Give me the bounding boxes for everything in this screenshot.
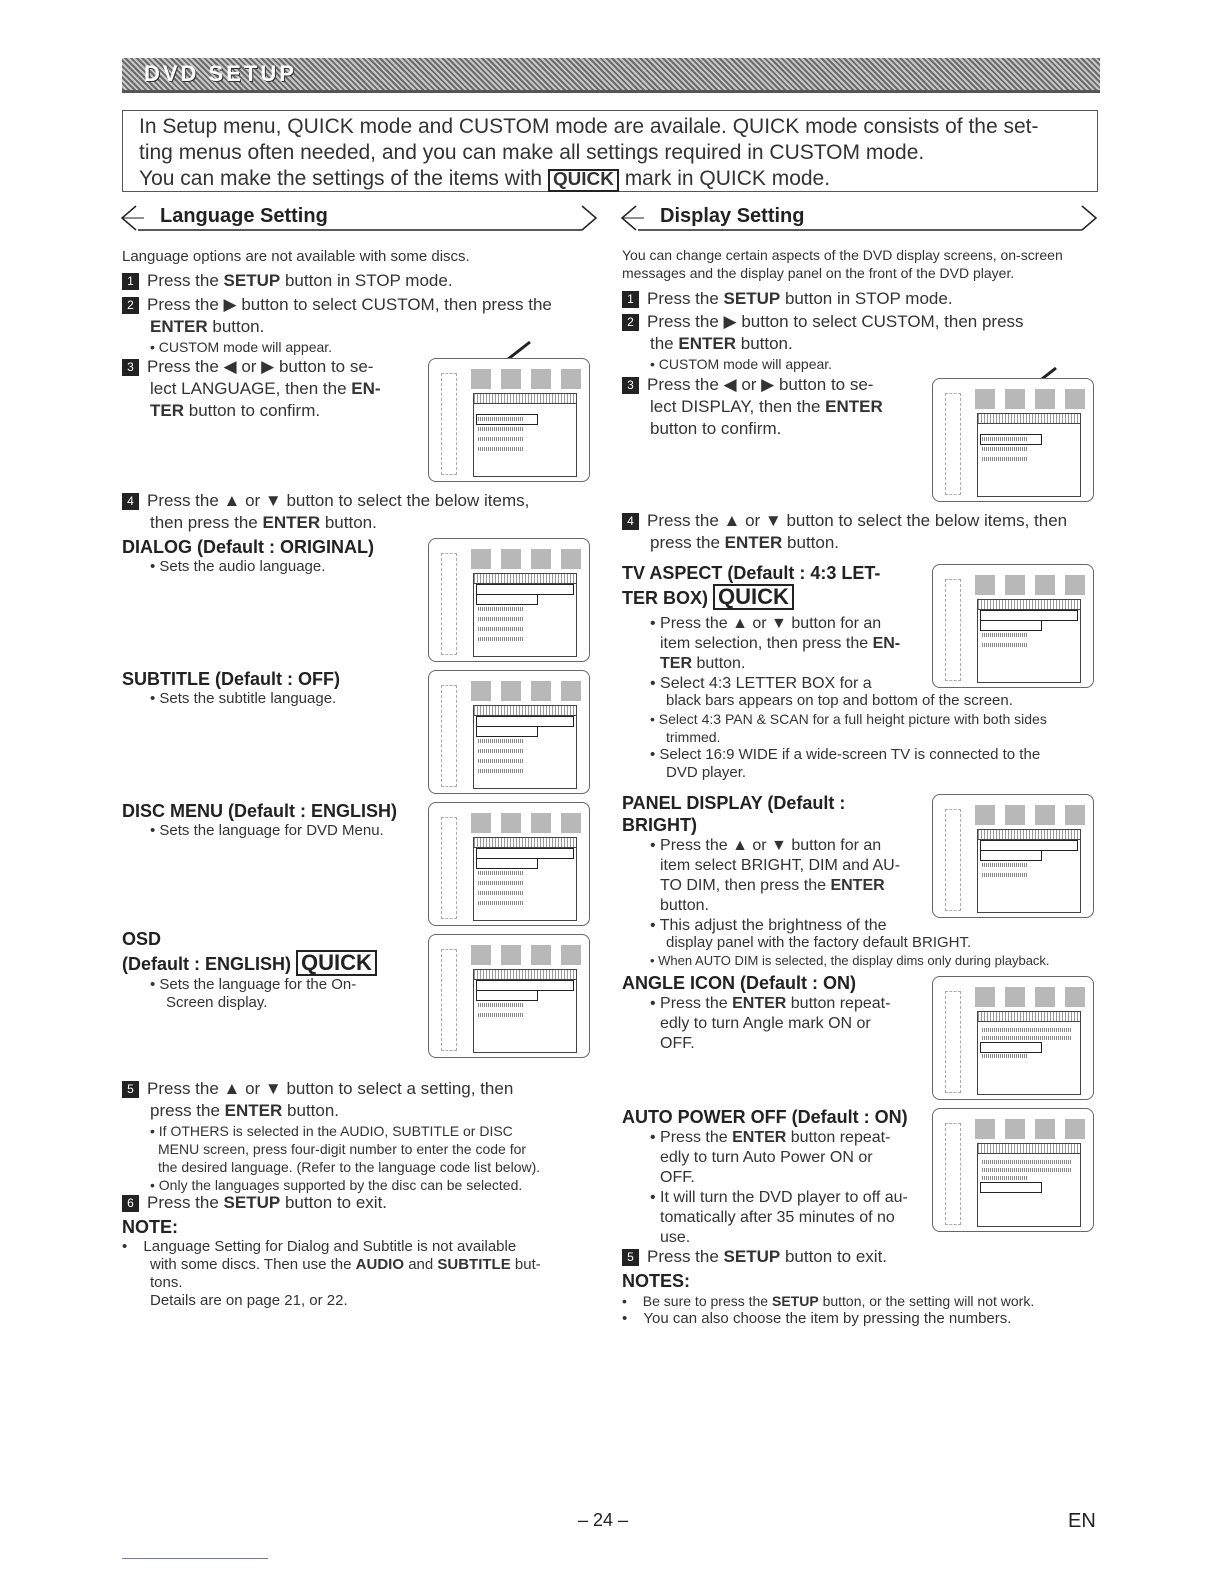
step-number: 2 bbox=[622, 314, 639, 331]
note-text: Be sure to press the bbox=[642, 1293, 769, 1309]
item-key: ENTER bbox=[732, 995, 787, 1012]
quick-badge: QUICK bbox=[296, 950, 377, 976]
item-text: edly to turn Auto Power ON or bbox=[660, 1149, 873, 1166]
note-text: You can also choose the item by pressing the numbers. bbox=[643, 1310, 1012, 1327]
item-text: OFF. bbox=[660, 1035, 695, 1052]
tv-aspect-item bbox=[622, 562, 932, 694]
step-text: Press the ▲ or ▼ button to select a setting, then bbox=[147, 1079, 514, 1098]
screen-dialog bbox=[428, 538, 590, 662]
item-text: button repeat- bbox=[790, 995, 891, 1012]
osd-item bbox=[122, 928, 422, 1012]
remote-icon bbox=[945, 1123, 961, 1225]
disc-menu-item bbox=[122, 800, 442, 840]
language-step-5 bbox=[122, 1078, 602, 1194]
note-key: SETUP bbox=[771, 1293, 819, 1309]
step-text: the bbox=[650, 334, 674, 353]
step-number: 3 bbox=[122, 359, 139, 376]
step-text: button. bbox=[740, 334, 793, 353]
step-text: button. bbox=[212, 317, 265, 336]
menu-icons bbox=[975, 575, 1087, 595]
remote-icon bbox=[945, 579, 961, 681]
language-code: EN bbox=[1068, 1510, 1096, 1532]
item-text: • Sets the audio language. bbox=[150, 558, 326, 575]
step-text: button in STOP mode. bbox=[784, 289, 953, 308]
remote-icon bbox=[441, 949, 457, 1051]
step-key: ENTER bbox=[224, 1101, 283, 1120]
step-text: press the bbox=[650, 533, 720, 552]
menu-icons bbox=[975, 987, 1087, 1007]
step-text: button. bbox=[287, 1101, 340, 1120]
screen-panel-display bbox=[932, 794, 1094, 918]
remote-icon bbox=[441, 817, 457, 919]
display-step-1 bbox=[622, 288, 1102, 310]
step-number: 6 bbox=[122, 1195, 139, 1212]
step-key: TER bbox=[150, 401, 184, 420]
step-text: button to exit. bbox=[784, 1247, 888, 1266]
section-title: Language Setting bbox=[160, 205, 328, 227]
item-text: button repeat- bbox=[790, 1129, 891, 1146]
screen-disc-menu bbox=[428, 802, 590, 926]
item-heading: (Default : ENGLISH) bbox=[122, 954, 291, 974]
step-number: 4 bbox=[122, 493, 139, 510]
intro-line: ting menus often needed, and you can make all settings required in CUSTOM mode. bbox=[139, 141, 925, 164]
note-heading: NOTE: bbox=[122, 1217, 178, 1237]
note-text: messages and the display panel on the front of the DVD player. bbox=[622, 265, 1015, 281]
display-section-header bbox=[620, 202, 1100, 232]
item-text: TO DIM, then press the bbox=[660, 877, 826, 894]
language-note-block: NOTE: • Language Setting for Dialog and Subtitle is not available with some discs. Then use the AUDIO and SUBTITLE but- tons. Details are on page 21, or 22. bbox=[122, 1216, 602, 1310]
item-text: DVD player. bbox=[666, 764, 747, 781]
step-key: SETUP bbox=[223, 1193, 281, 1212]
item-text: button. bbox=[696, 655, 746, 672]
panel-display-notes bbox=[622, 934, 1102, 970]
remote-icon bbox=[441, 373, 457, 475]
screen-language-menu bbox=[428, 358, 590, 482]
item-text: display panel with the factory default BRIGHT. bbox=[666, 934, 972, 951]
step-text: Press the bbox=[147, 271, 219, 290]
item-text: • Press the bbox=[650, 1129, 728, 1146]
panel-display-item bbox=[622, 792, 932, 936]
item-text: • Press the ▲ or ▼ button for an bbox=[650, 615, 882, 632]
step-text: Press the bbox=[647, 1247, 719, 1266]
remote-icon bbox=[441, 553, 457, 655]
language-step-3 bbox=[122, 356, 422, 422]
remote-icon bbox=[441, 685, 457, 787]
step-key: ENTER bbox=[678, 334, 736, 353]
step-subnote: the desired language. (Refer to the language code list below). bbox=[158, 1159, 541, 1175]
display-step-5 bbox=[622, 1246, 1102, 1268]
intro-line bbox=[139, 166, 1097, 192]
note-text: You can change certain aspects of the DVD display screens, on-screen bbox=[622, 247, 1063, 263]
page-title: DVD SETUP bbox=[144, 61, 297, 86]
step-text: Press the ◀ or ▶ button to se- bbox=[647, 375, 874, 394]
step-text: Press the ▲ or ▼ button to select the below items, then bbox=[647, 511, 1068, 530]
menu-icons bbox=[471, 549, 583, 569]
intro-box bbox=[122, 110, 1098, 192]
item-text: • Sets the language for the On- bbox=[150, 976, 357, 993]
language-step-4 bbox=[122, 490, 602, 534]
step-subnote: MENU screen, press four-digit number to enter the code for bbox=[158, 1141, 527, 1157]
item-text: black bars appears on top and bottom of the screen. bbox=[666, 692, 1013, 709]
menu-icons bbox=[471, 369, 583, 389]
step-subnote: • CUSTOM mode will appear. bbox=[150, 339, 333, 355]
item-text: • When AUTO DIM is selected, the display dims only during playback. bbox=[650, 953, 1050, 968]
item-text: use. bbox=[660, 1229, 691, 1246]
step-number: 3 bbox=[622, 377, 639, 394]
step-number: 2 bbox=[122, 297, 139, 314]
remote-icon bbox=[945, 809, 961, 911]
step-text: button. bbox=[787, 533, 840, 552]
page-number: – 24 – bbox=[578, 1510, 629, 1530]
menu-icons bbox=[975, 1119, 1087, 1139]
step-key: SETUP bbox=[723, 1247, 781, 1266]
item-heading: ANGLE ICON (Default : ON) bbox=[622, 973, 856, 993]
menu-icons bbox=[471, 813, 583, 833]
quick-badge: QUICK bbox=[713, 584, 794, 610]
display-step-4 bbox=[622, 510, 1102, 554]
item-text: edly to turn Angle mark ON or bbox=[660, 1015, 871, 1032]
header-band bbox=[122, 58, 1100, 93]
step-key: EN- bbox=[351, 379, 381, 398]
item-heading: DIALOG (Default : ORIGINAL) bbox=[122, 537, 374, 557]
note-heading: NOTES: bbox=[622, 1271, 691, 1291]
intro-text: mark in QUICK mode. bbox=[624, 167, 831, 190]
step-key: SETUP bbox=[723, 289, 781, 308]
item-heading: TER BOX) bbox=[622, 588, 709, 608]
step-text: button to confirm. bbox=[188, 401, 321, 420]
display-step-3 bbox=[622, 374, 922, 440]
language-note: Language options are not available with some discs. bbox=[122, 248, 470, 265]
note-text: but- bbox=[514, 1256, 541, 1273]
intro-text: You can make the settings of the items with bbox=[139, 167, 543, 190]
step-text: press the bbox=[150, 1101, 220, 1120]
step-text: Press the bbox=[147, 1193, 219, 1212]
item-heading: AUTO POWER OFF (Default : ON) bbox=[622, 1107, 908, 1127]
menu-icons bbox=[471, 681, 583, 701]
item-text: • Press the ▲ or ▼ button for an bbox=[650, 837, 882, 854]
item-text: • It will turn the DVD player to off au- bbox=[650, 1189, 908, 1206]
remote-icon bbox=[945, 393, 961, 495]
display-notes-block: NOTES: • Be sure to press the SETUP button, or the setting will not work. • You can also choose the item by pressing the numbers. bbox=[622, 1270, 1102, 1328]
item-text: item select BRIGHT, DIM and AU- bbox=[660, 857, 901, 874]
step-number: 1 bbox=[122, 273, 139, 290]
screen-tv-aspect bbox=[932, 564, 1094, 688]
step-text: button to exit. bbox=[284, 1193, 388, 1212]
note-key: AUDIO bbox=[355, 1256, 405, 1273]
item-text: • Select 4:3 PAN & SCAN for a full height picture with both sides bbox=[650, 711, 1047, 727]
item-text: tomatically after 35 minutes of no bbox=[660, 1209, 895, 1226]
step-subnote: • If OTHERS is selected in the AUDIO, SUBTITLE or DISC bbox=[150, 1123, 513, 1139]
language-step-1 bbox=[122, 270, 602, 292]
item-text: • Press the bbox=[650, 995, 728, 1012]
step-text: Press the ▶ button to select CUSTOM, then press the bbox=[147, 295, 552, 314]
language-step-6 bbox=[122, 1192, 602, 1214]
step-number: 5 bbox=[622, 1249, 639, 1266]
item-heading: DISC MENU (Default : ENGLISH) bbox=[122, 801, 398, 821]
step-number: 4 bbox=[622, 513, 639, 530]
screen-auto-power-off bbox=[932, 1108, 1094, 1232]
item-heading: TV ASPECT (Default : 4:3 LET- bbox=[622, 563, 881, 583]
item-key: TER bbox=[660, 655, 692, 672]
item-text: • This adjust the brightness of the bbox=[650, 917, 887, 934]
note-text: button, or the setting will not work. bbox=[822, 1293, 1035, 1309]
item-text: • Sets the subtitle language. bbox=[150, 690, 337, 707]
screen-osd bbox=[428, 934, 590, 1058]
step-text: button. bbox=[324, 513, 377, 532]
step-text: lect DISPLAY, then the bbox=[650, 397, 821, 416]
step-text: button to confirm. bbox=[650, 419, 782, 438]
step-key: ENTER bbox=[724, 533, 783, 552]
step-text: Press the bbox=[647, 289, 719, 308]
step-text: Press the ▶ button to select CUSTOM, then press bbox=[647, 312, 1024, 331]
item-text: button. bbox=[660, 897, 709, 914]
section-title: Display Setting bbox=[660, 205, 805, 227]
step-key: SETUP bbox=[223, 271, 281, 290]
item-text: OFF. bbox=[660, 1169, 695, 1186]
item-key: EN- bbox=[872, 635, 901, 652]
note-text: Details are on page 21, or 22. bbox=[150, 1292, 348, 1309]
step-subnote: • CUSTOM mode will appear. bbox=[650, 356, 833, 372]
display-note bbox=[622, 246, 1102, 282]
quick-badge: QUICK bbox=[548, 169, 619, 192]
intro-line: In Setup menu, QUICK mode and CUSTOM mode are availale. QUICK mode consists of the set- bbox=[139, 115, 1039, 138]
item-key: ENTER bbox=[732, 1129, 787, 1146]
tv-aspect-notes bbox=[622, 692, 1102, 782]
step-key: ENTER bbox=[262, 513, 321, 532]
item-text: • Sets the language for DVD Menu. bbox=[150, 822, 384, 839]
item-text: Screen display. bbox=[166, 994, 268, 1011]
step-text: Press the ▲ or ▼ button to select the below items, bbox=[147, 491, 530, 510]
note-key: SUBTITLE bbox=[437, 1256, 511, 1273]
screen-angle-icon bbox=[932, 976, 1094, 1100]
note-text: with some discs. Then use the bbox=[150, 1256, 352, 1273]
note-text: Language Setting for Dialog and Subtitle is not available bbox=[143, 1238, 517, 1255]
angle-icon-item bbox=[622, 972, 932, 1054]
auto-power-off-item bbox=[622, 1106, 932, 1248]
item-key: ENTER bbox=[830, 877, 885, 894]
screen-subtitle bbox=[428, 670, 590, 794]
item-heading: OSD bbox=[122, 929, 162, 949]
dialog-item bbox=[122, 536, 422, 576]
step-text: Press the ◀ or ▶ button to se- bbox=[147, 357, 374, 376]
item-heading: BRIGHT) bbox=[622, 815, 697, 835]
remote-icon bbox=[945, 991, 961, 1093]
step-key: ENTER bbox=[825, 397, 883, 416]
step-key: ENTER bbox=[150, 317, 208, 336]
step-number: 1 bbox=[622, 291, 639, 308]
step-text: then press the bbox=[150, 513, 258, 532]
item-text: • Select 4:3 LETTER BOX for a bbox=[650, 675, 872, 692]
note-text: tons. bbox=[150, 1274, 183, 1291]
note-text: and bbox=[408, 1256, 434, 1273]
menu-icons bbox=[975, 805, 1087, 825]
subtitle-item bbox=[122, 668, 422, 708]
footer-rule bbox=[122, 1558, 268, 1559]
item-text: trimmed. bbox=[666, 729, 721, 745]
step-text: button in STOP mode. bbox=[284, 271, 453, 290]
step-text: lect LANGUAGE, then the bbox=[150, 379, 347, 398]
menu-icons bbox=[471, 945, 583, 965]
menu-icons bbox=[975, 389, 1087, 409]
item-text: item selection, then press the bbox=[660, 635, 869, 652]
item-heading: SUBTITLE (Default : OFF) bbox=[122, 669, 340, 689]
language-section-header bbox=[120, 202, 600, 232]
step-subnote: • Only the languages supported by the disc can be selected. bbox=[150, 1177, 523, 1193]
screen-display-menu bbox=[932, 378, 1094, 502]
step-number: 5 bbox=[122, 1081, 139, 1098]
item-text: • Select 16:9 WIDE if a wide-screen TV is connected to the bbox=[650, 746, 1041, 763]
item-heading: PANEL DISPLAY (Default : bbox=[622, 793, 846, 813]
